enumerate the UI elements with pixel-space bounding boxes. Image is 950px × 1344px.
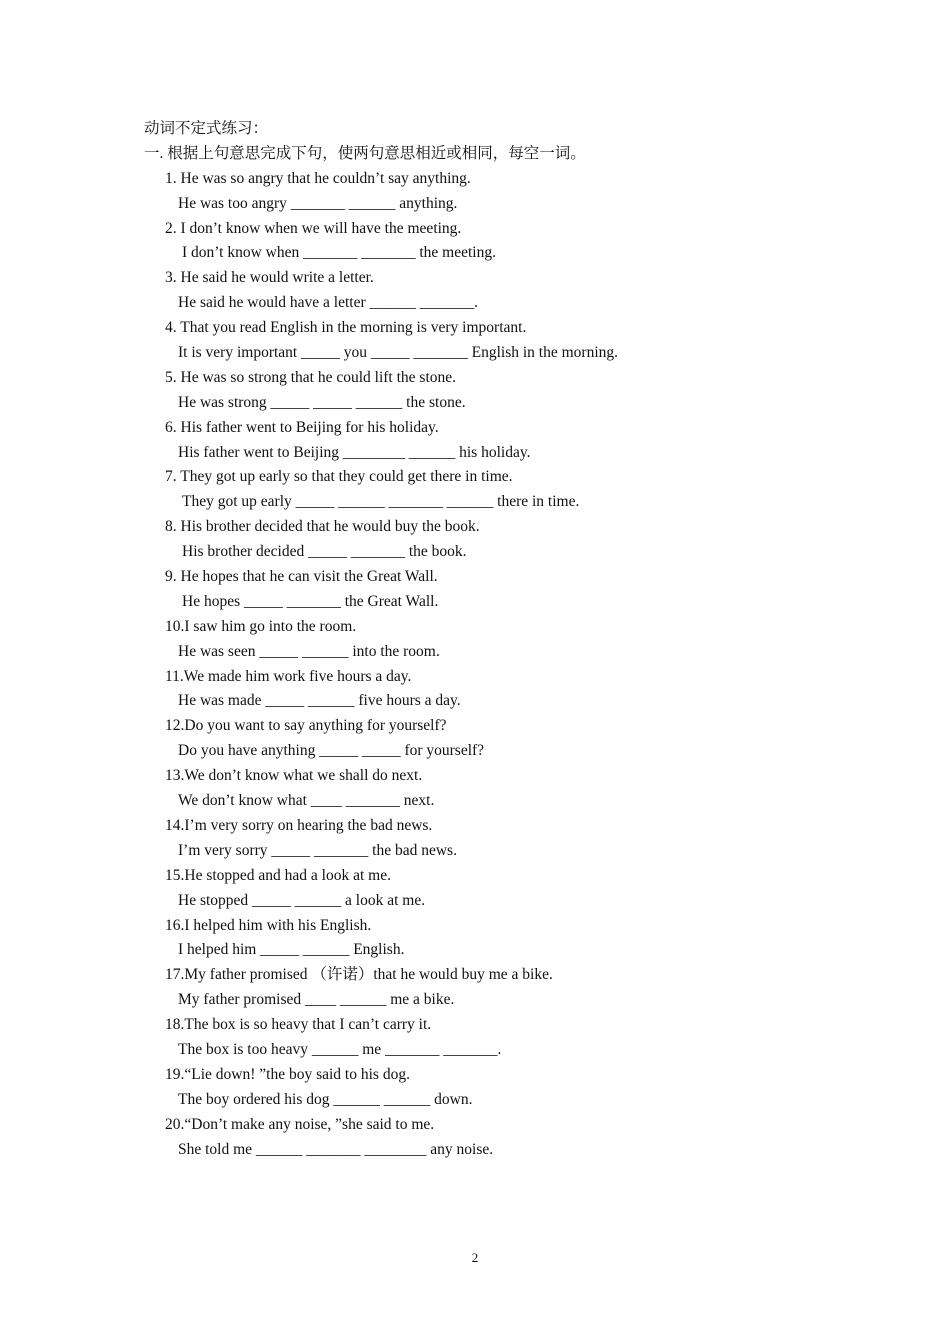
exercise-question: 13.We don’t know what we shall do next. [165, 767, 423, 785]
exercise-question: 8. His brother decided that he would buy the book. [165, 518, 480, 536]
exercise-answer-line: They got up early _____ ______ _______ ______ there in time. [182, 493, 580, 511]
exercise-answer-line: I don’t know when _______ _______ the meeting. [182, 244, 496, 262]
page-title: 动词不定式练习： [144, 120, 269, 137]
exercise-question: 7. They got up early so that they could get there in time. [165, 468, 513, 486]
page-number: 2 [471, 1250, 479, 1265]
exercise-question: 19.“Lie down! ”the boy said to his dog. [165, 1065, 410, 1083]
exercise-question: 18.The box is so heavy that I can’t carry it. [165, 1016, 432, 1034]
exercise-answer-line: His brother decided _____ _______ the book. [182, 543, 467, 561]
section-heading: 一. 根据上句意思完成下句，使两句意思相近或相同，每空一词。 [144, 144, 586, 162]
exercise-question: 16.I helped him with his English. [165, 916, 372, 934]
exercise-question: 12.Do you want to say anything for yourself? [165, 717, 447, 735]
exercise-answer-line: It is very important _____ you _____ _______ English in the morning. [178, 344, 618, 362]
exercise-answer-line: He hopes _____ _______ the Great Wall. [182, 592, 439, 610]
exercise-question: 9. He hopes that he can visit the Great Wall. [165, 568, 438, 586]
exercise-question: 2. I don’t know when we will have the meeting. [165, 219, 462, 237]
exercise-answer-line: He said he would have a letter ______ _______. [178, 294, 479, 312]
exercise-answer-line: He was too angry _______ ______ anything. [178, 194, 458, 212]
exercise-question: 3. He said he would write a letter. [165, 269, 374, 287]
exercise-question: 14.I’m very sorry on hearing the bad news. [165, 816, 433, 834]
exercise-question: 20.“Don’t make any noise, ”she said to me. [165, 1115, 435, 1133]
exercise-question: 6. His father went to Beijing for his holiday. [165, 418, 439, 436]
exercise-list [0, 167, 950, 1163]
exercise-answer-line: My father promised ____ ______ me a bike. [178, 991, 455, 1009]
exercise-answer-line: I helped him _____ ______ English. [178, 941, 405, 959]
exercise-answer-line: He was strong _____ _____ ______ the stone. [178, 393, 466, 411]
exercise-answer-line: His father went to Beijing ________ ______ his holiday. [178, 443, 531, 461]
exercise-answer-line: He was made _____ ______ five hours a day. [178, 692, 461, 710]
exercise-answer-line: She told me ______ _______ ________ any noise. [178, 1140, 494, 1158]
exercise-question: 1. He was so angry that he couldn’t say anything. [165, 169, 471, 187]
exercise-question: 15.He stopped and had a look at me. [165, 866, 391, 884]
exercise-answer-line: He stopped _____ ______ a look at me. [178, 891, 426, 909]
exercise-answer-line: I’m very sorry _____ _______ the bad news. [178, 841, 457, 859]
exercise-question: 5. He was so strong that he could lift the stone. [165, 368, 457, 386]
exercise-answer-line: Do you have anything _____ _____ for yourself? [178, 742, 485, 760]
exercise-question: 4. That you read English in the morning is very important. [165, 319, 527, 337]
exercise-question: 17.My father promised （许诺）that he would buy me a bike. [165, 966, 553, 984]
exercise-answer-line: We don’t know what ____ _______ next. [178, 792, 435, 810]
exercise-question: 11.We made him work five hours a day. [165, 667, 412, 685]
exercise-question: 10.I saw him go into the room. [165, 617, 357, 635]
exercise-answer-line: He was seen _____ ______ into the room. [178, 642, 440, 660]
exercise-answer-line: The box is too heavy ______ me _______ _______. [178, 1040, 502, 1058]
exercise-content [0, 117, 950, 1162]
exercise-answer-line: The boy ordered his dog ______ ______ down. [178, 1090, 473, 1108]
